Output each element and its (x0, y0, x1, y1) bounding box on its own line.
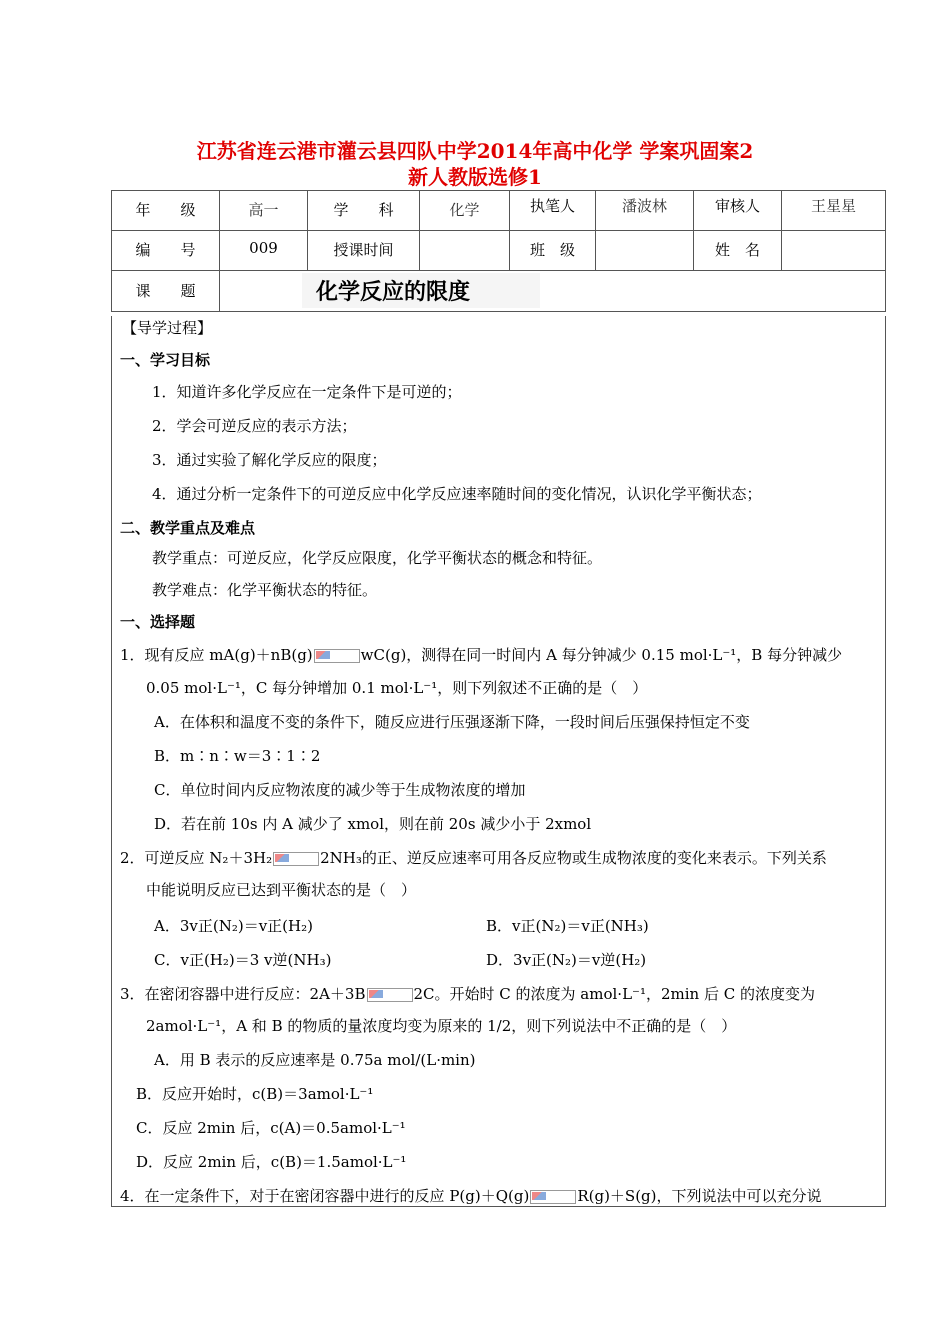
time-label: 授课时间 (308, 231, 420, 271)
reversible-arrow-icon (530, 1190, 576, 1204)
q4-text-b: R(g)＋S(g)，下列说法中可以充分说 (577, 1187, 822, 1205)
number-value: 009 (220, 231, 308, 271)
q3-option-c: C．反应 2min 后，c(A)＝0.5amol·L⁻¹ (136, 1119, 406, 1137)
q2-option-b: B．v正(N₂)＝v正(NH₃) (486, 917, 649, 935)
q1-text-a: 1．现有反应 mA(g)＋nB(g) (120, 646, 313, 664)
author-value: 潘波林 (596, 191, 694, 231)
goal-item: 3．通过实验了解化学反应的限度； (152, 451, 387, 469)
name-value[interactable] (782, 231, 886, 271)
question-2-line2: 中能说明反应已达到平衡状态的是（ ） (146, 881, 417, 899)
q1-option-b: B．m∶n∶w＝3∶1∶2 (154, 747, 321, 765)
goal-item: 2．学会可逆反应的表示方法； (152, 417, 357, 435)
q1-text-b: wC(g)，测得在同一时间内 A 每分钟减少 0.15 mol·L⁻¹，B 每分钟减少 (360, 646, 843, 664)
section-1-heading: 一、学习目标 (120, 351, 211, 369)
q2-option-a: A．3v正(N₂)＝v正(H₂) (154, 917, 313, 935)
q1-option-d: D．若在前 10s 内 A 减少了 xmol，则在前 20s 减少小于 2xmol (154, 815, 592, 833)
q2-option-c: C．v正(H₂)＝3 v逆(NH₃) (154, 951, 332, 969)
number-label: 编 号 (112, 231, 220, 271)
q2-text-a: 2．可逆反应 N₂＋3H₂ (120, 849, 273, 867)
subject-value: 化学 (420, 191, 510, 231)
q1-option-c: C．单位时间内反应物浓度的减少等于生成物浓度的增加 (154, 781, 526, 799)
name-label: 姓 名 (694, 231, 782, 271)
grade-label: 年 级 (112, 191, 220, 231)
document-title-line2: 新人教版选修1 (408, 165, 542, 189)
q2-text-b: 2NH₃的正、逆反应速率可用各反应物或生成物浓度的变化来表示。下列关系 (320, 849, 827, 867)
class-value[interactable] (596, 231, 694, 271)
question-1-line2: 0.05 mol·L⁻¹，C 每分钟增加 0.1 mol·L⁻¹，则下列叙述不正确的是（ ） (146, 679, 648, 697)
q1-option-a: A．在体积和温度不变的条件下，随反应进行压强逐渐下降，一段时间后压强保持恒定不变 (154, 713, 750, 731)
question-1-line1 (120, 645, 842, 665)
question-3-line2: 2amol·L⁻¹，A 和 B 的物质的量浓度均变为原来的 1/2，则下列说法中不正确的是（ ） (146, 1017, 737, 1035)
reversible-arrow-icon (367, 988, 413, 1002)
goal-item: 4．通过分析一定条件下的可逆反应中化学反应速率随时间的变化情况，认识化学平衡状态； (152, 485, 762, 503)
question-4-line1 (120, 1186, 822, 1206)
reviewer-label: 审核人 (694, 191, 782, 231)
difficulty-text: 教学难点：化学平衡状态的特征。 (152, 581, 378, 599)
document-title-line1: 江苏省连云港市灌云县四队中学2014年高中化学 学案巩固案2 (196, 139, 754, 163)
content-body (111, 316, 886, 1207)
question-3-line1 (120, 984, 815, 1004)
question-2-line1 (120, 848, 827, 868)
subject-label: 学 科 (308, 191, 420, 231)
q3-text-b: 2C。开始时 C 的浓度为 amol·L⁻¹，2min 后 C 的浓度变为 (413, 985, 815, 1003)
class-label: 班 级 (510, 231, 596, 271)
guide-heading: 【导学过程】 (122, 319, 213, 337)
q4-text-a: 4．在一定条件下，对于在密闭容器中进行的反应 P(g)＋Q(g) (120, 1187, 530, 1205)
author-label: 执笔人 (510, 191, 596, 231)
reversible-arrow-icon (273, 852, 319, 866)
info-table (111, 190, 886, 312)
grade-value: 高一 (220, 191, 308, 231)
key-point-text: 教学重点：可逆反应，化学反应限度，化学平衡状态的概念和特征。 (152, 549, 603, 567)
topic-label: 课 题 (112, 271, 220, 312)
reversible-arrow-icon (314, 649, 360, 663)
topic-title: 化学反应的限度 (302, 273, 540, 308)
q3-option-b: B．反应开始时，c(B)＝3amol·L⁻¹ (136, 1085, 374, 1103)
q3-text-a: 3．在密闭容器中进行反应：2A＋3B (120, 985, 366, 1003)
q2-option-d: D．3v正(N₂)＝v逆(H₂) (486, 951, 647, 969)
q3-option-d: D．反应 2min 后，c(B)＝1.5amol·L⁻¹ (136, 1153, 407, 1171)
goal-item: 1．知道许多化学反应在一定条件下是可逆的； (152, 383, 462, 401)
q3-option-a: A．用 B 表示的反应速率是 0.75a mol/(L·min) (154, 1051, 476, 1069)
section-3-heading: 一、选择题 (120, 613, 196, 631)
topic-cell (220, 271, 886, 312)
reviewer-value: 王星星 (782, 191, 886, 231)
section-2-heading: 二、教学重点及难点 (120, 519, 256, 537)
time-value[interactable] (420, 231, 510, 271)
